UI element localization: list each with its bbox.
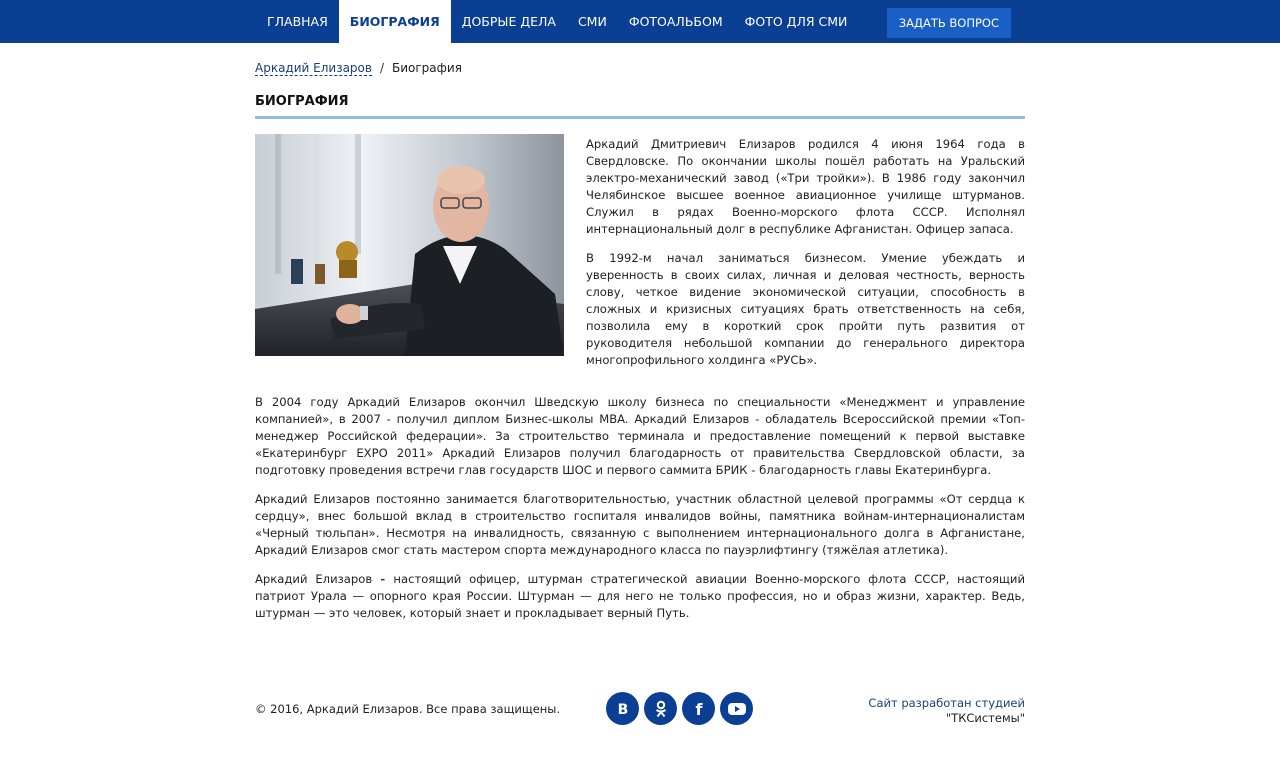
name-link[interactable]: Аркадий Дмитриевич Елизаров xyxy=(586,137,796,151)
biography-body xyxy=(255,394,1025,634)
portrait-photo xyxy=(255,134,564,356)
ask-question-button[interactable]: ЗАДАТЬ ВОПРОС xyxy=(887,8,1011,38)
copyright-text: © 2016, Аркадий Елизаров. Все права защищены. xyxy=(255,702,561,716)
name-link[interactable]: Аркадий Елизаров xyxy=(255,492,371,506)
breadcrumb-home-link[interactable]: Аркадий Елизаров xyxy=(255,61,372,75)
body-paragraph-3: Аркадий Елизаров - настоящий офицер, штурман стратегической авиации Военно-морского флота СССР, настоящий патриот Урала — опорного края России. Штурман — для него не только профессия, но и образ жизни, характер. Ведь, штурман — это человек, который знает и прокладывает верный Путь. xyxy=(255,572,1025,620)
developer-name: "ТКСистемы" xyxy=(945,711,1025,725)
body-paragraph-2: Аркадий Елизаров постоянно занимается благотворительностью, участник областной целевой программы «От сердца к сердцу», внес большой вклад в строительство госпиталя инвалидов войны, памятника войнам-интернационалистам «Черный тюльпан». Несмотря на инвалидность, связанную с выполнением интернационального долга в Афганистане, Аркадий Елизаров смог стать мастером спорта международного класса по пауэрлифтингу (тяжёлая атлетика). xyxy=(255,492,1026,557)
intro-paragraph-1: Аркадий Дмитриевич Елизаров родился 4 июня 1964 года в Свердловске. По окончании школы пошёл работать на Уральский электро-механический завод («Три тройки»). В 1986 году закончил Челябинское высшее военное авиационное училище штурманов. Служил в рядах Военно-морского флота СССР. Исполнял интернациональный долг в республике Афганистан. Офицер запаса. xyxy=(586,137,1025,236)
afghanistan-link[interactable]: Афганистан xyxy=(834,222,909,236)
footer xyxy=(255,690,1025,730)
youtube-icon[interactable] xyxy=(720,692,753,725)
nav-item-home[interactable]: ГЛАВНАЯ xyxy=(267,14,328,29)
heart-to-heart-link[interactable]: «От сердца к сердцу» xyxy=(255,492,1026,523)
navigator-link[interactable]: Штурман xyxy=(517,589,575,603)
portrait-photo-illustration xyxy=(255,134,564,356)
intro-paragraph-2: В 1992-м начал заниматься бизнесом. Умение убеждать и уверенность в своих силах, личная и деловая честность, верность слову, четкое видение экономической ситуации, способность в сложных и кризисных ситуациях брать ответственность на себя, позволила ему в короткий срок пройти путь развития от руководителя небольшой компании до генерального директора многопрофильного холдинга «РУСЬ». xyxy=(586,251,1025,367)
svg-text:B: B xyxy=(617,701,628,717)
breadcrumb xyxy=(255,60,1025,76)
nav-item-media[interactable]: СМИ xyxy=(577,14,607,29)
sco-link[interactable]: ШОС xyxy=(562,463,592,477)
true-path-link[interactable]: верный Путь xyxy=(607,606,686,620)
svg-text:f: f xyxy=(695,699,702,718)
name-link[interactable]: Аркадий Елизаров xyxy=(255,572,373,586)
black-tulip-link[interactable]: «Черный тюльпан» xyxy=(255,526,376,540)
nav-item-biography[interactable]: БИОГРАФИЯ xyxy=(339,0,451,43)
page-title: БИОГРАФИЯ xyxy=(255,94,1025,119)
nav-item-good-deeds[interactable]: ДОБРЫЕ ДЕЛА xyxy=(461,14,556,29)
master-of-sport-link[interactable]: мастером спорта xyxy=(441,543,547,557)
top-navigation-inner xyxy=(255,0,1025,43)
real-officer-link[interactable]: настоящий офицер xyxy=(393,572,517,586)
nav-item-photo-album[interactable]: ФОТОАЛЬБОМ xyxy=(628,14,723,29)
nav-item-press-photos[interactable]: ФОТО ДЛЯ СМИ xyxy=(744,14,848,29)
top-navigation-bar xyxy=(0,0,1280,43)
expo-link[interactable]: «Екатеринбург EXPO 2011» xyxy=(255,446,434,460)
mba-link[interactable]: MBA xyxy=(599,412,625,426)
odnoklassniki-icon[interactable] xyxy=(644,692,677,725)
developer-credit xyxy=(868,696,1025,726)
facebook-icon[interactable] xyxy=(682,692,715,725)
vk-icon[interactable] xyxy=(606,692,639,725)
breadcrumb-current: Биография xyxy=(392,61,462,75)
intro-section xyxy=(255,134,1025,367)
social-links xyxy=(606,692,753,725)
intro-text xyxy=(586,136,1025,381)
body-paragraph-1: В 2004 году Аркадий Елизаров окончил Шведскую школу бизнеса по специальности «Менеджмент и управление компанией», в 2007 - получил диплом Бизнес-школы MBA. Аркадий Елизаров - обладатель Всероссийской премии «Топ-менеджер Российской федерации». За строительство терминала и предоставление помещений к первой выставке «Екатеринбург EXPO 2011» Аркадий Елизаров получил благодарность от правительства Свердловской области, за подготовку проведения встречи глав государств ШОС и первого саммита БРИК - благодарность главы Екатеринбурга. xyxy=(255,395,1025,477)
developer-link[interactable]: Сайт разработан студией xyxy=(868,696,1025,710)
breadcrumb-separator: / xyxy=(379,61,384,75)
